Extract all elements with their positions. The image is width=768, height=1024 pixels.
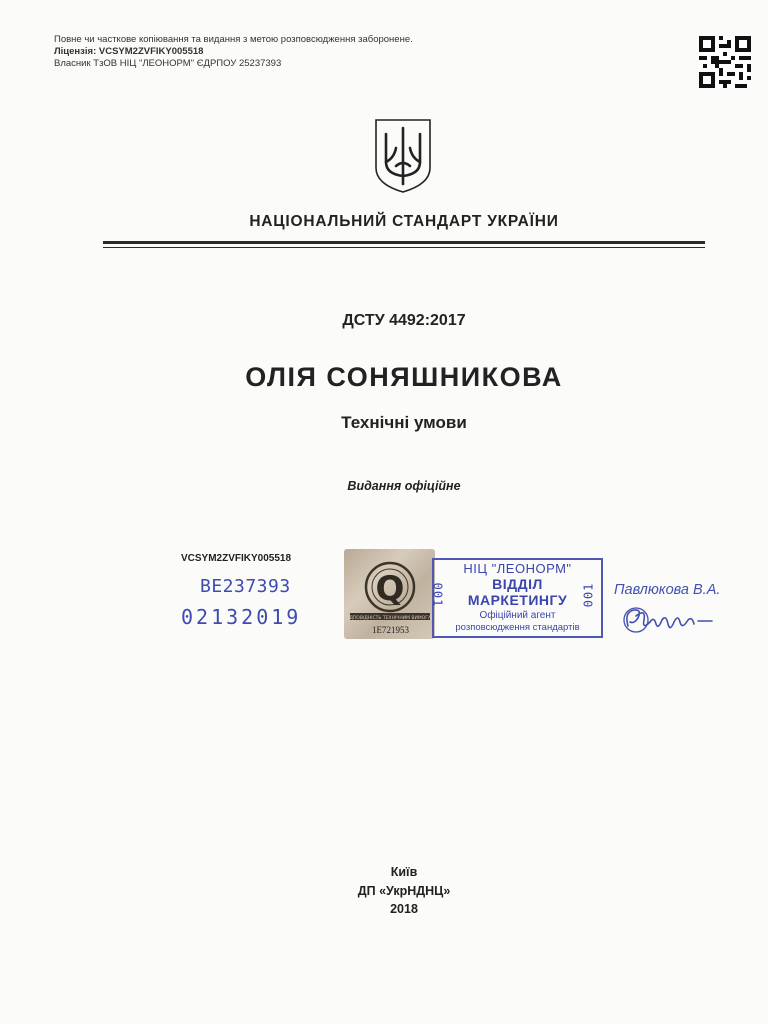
stamp-side-number-left: 001 (430, 582, 445, 608)
stamp-license-code: VCSYM2ZVFIKY005518 (181, 553, 292, 564)
imprint-year: 2018 (390, 902, 418, 916)
coat-of-arms-icon (374, 118, 432, 194)
copy-notice: Повне чи часткове копіювання та видання з метою розповсюдження заборонене. (54, 34, 413, 45)
document-title: ОЛІЯ СОНЯШНИКОВА (245, 362, 563, 392)
stamp-side-number-right: 001 (581, 582, 596, 608)
handwritten-signature (622, 604, 726, 636)
title-rule-thin (103, 247, 705, 248)
license-line: Ліцензія: VCSYM2ZVFIKY005518 (54, 46, 204, 57)
document-subtitle: Технічні умови (341, 413, 467, 432)
stamp-department-line2: МАРКЕТИНГУ (467, 592, 568, 608)
title-rule-thick (103, 241, 705, 244)
page-header (54, 34, 413, 70)
national-standard-heading: НАЦІОНАЛЬНИЙ СТАНДАРТ УКРАЇНИ (249, 213, 559, 230)
hologram-number: 1E721953 (372, 625, 409, 635)
stamp-organization: НІЦ "ЛЕОНОРМ" (463, 561, 572, 576)
stamp-distribution: розповсюдження стандартів (455, 622, 580, 633)
imprint-city: Київ (390, 865, 418, 879)
stamp-agent: Офіційний агент (479, 610, 556, 621)
stamp-date-number: 02132019 (181, 605, 302, 629)
hologram-text: ВІДПОВІДНІСТЬ ТЕХНІЧНИМ ВИМОГАМ (344, 616, 435, 621)
qr-code-icon (699, 36, 751, 88)
stamp-department-line1: ВІДДІЛ (492, 576, 543, 592)
standard-number: ДСТУ 4492:2017 (342, 312, 466, 329)
edition-label: Видання офіційне (347, 479, 461, 493)
responsible-person: Павлюкова В.А. (614, 582, 721, 598)
stamp-registration-number: BE237393 (200, 576, 291, 597)
owner-line: Власник ТзОВ НІЦ "ЛЕОНОРМ" ЄДРПОУ 25237393 (54, 58, 282, 69)
imprint-publisher: ДП «УкрНДНЦ» (357, 884, 451, 898)
organization-stamp (432, 558, 603, 638)
svg-text:Q: Q (375, 569, 405, 609)
